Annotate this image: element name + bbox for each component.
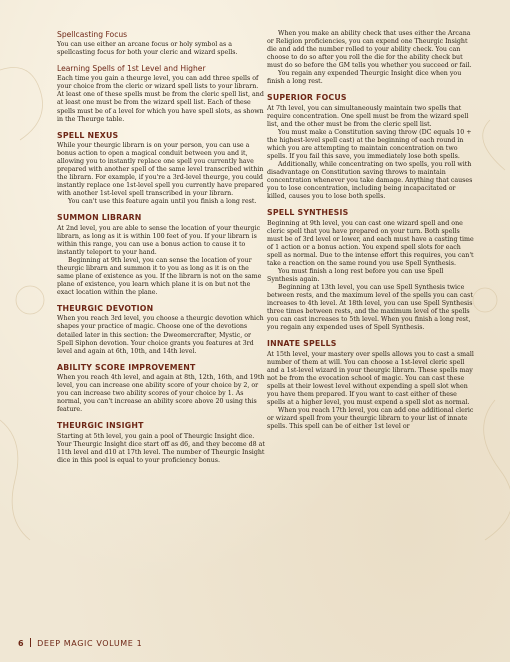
theurgic-insight-text-2: When you make an ability check that uses either the Arcana or Religion proficiencies, you can expend one Theurgic Insight die and add the number rolled to your ability check. You can choose to do so after you roll the die for the ability check but must do so before the GM tells you whether you succeed or fail. xyxy=(267,30,472,70)
page-number: 6 xyxy=(18,639,25,648)
heading-theurgic-insight: THEURGIC INSIGHT xyxy=(57,421,144,431)
book-title: DEEP MAGIC VOLUME 1 xyxy=(37,639,143,648)
summon-librarn-text-2: Beginning at 9th level, you can sense the location of your theurgic librarn and summon it to you as long as it is on the same plane of existence as you. If the librarn is not on the same plane of existence, you learn which plane it is on but not the exact location within the plane. xyxy=(57,256,262,297)
heading-summon-librarn: SUMMON LIBRARN xyxy=(57,213,142,223)
heading-spell-synthesis: SPELL SYNTHESIS xyxy=(267,208,349,218)
spell-nexus-text-1: While your theurgic librarn is on your person, you can use a bonus action to open a magical conduit between you and it, allowing you to instantly replace one spell you currently have prepared with another spell of the same level transcribed within the librarn. For example, if you're a 3rd-level theurge, you could instantly replace one 1st-level spell you currently have prepared with another 1st-level spell transcribed in your librarn. xyxy=(57,141,264,198)
spellcasting-focus-text: You can use either an arcane focus or holy symbol as a spellcasting focus for both your cleric and wizard spells. xyxy=(57,41,238,57)
heading-learning-spells: Learning Spells of 1st Level and Higher xyxy=(57,64,206,74)
spell-synthesis-text-2: You must finish a long rest before you can use Spell Synthesis again. xyxy=(267,267,444,283)
page-footer xyxy=(18,638,142,648)
heading-spell-nexus: SPELL NEXUS xyxy=(57,130,119,140)
left-column xyxy=(57,30,265,465)
superior-focus-text-3: Additionally, while concentrating on two spells, you roll with disadvantage on Constitution saving throws to maintain concentration whenever you take damage. Anything that causes you to lose concentration, including being incapacitated or killed, causes you to lose both spells. xyxy=(267,161,473,201)
theurgic-devotion-text: When you reach 3rd level, you choose a theurgic devotion which shapes your practice of magic. Choose one of the devotions detailed later in this section: the Dweomercrafter, Mystic, or Spell Siphon devotion. Your choice grants you features at 3rd level and again at 6th, 10th, and 14th level. xyxy=(57,315,264,355)
heading-spellcasting-focus: Spellcasting Focus xyxy=(57,30,128,39)
innate-spells-text-1: At 15th level, your mastery over spells allows you to cast a small number of them at will. You can choose a 1st-level cleric spell and a 1st-level wizard in your theurgic librarn. These spells may not be from the evocation school of magic. You can cast these spells at their lowest level without expending a spell slot when you have them prepared. If you want to cast either of these spells at a higher level, you must expend a spell slot as normal. xyxy=(267,350,474,406)
ability-score-text: When you reach 4th level, and again at 8th, 12th, 16th, and 19th level, you can increase one ability score of your choice by 2, or you can increase two ability scores of your choice by 1. As normal, you can't increase an ability score above 20 using this feature. xyxy=(57,374,265,414)
heading-superior-focus: SUPERIOR FOCUS xyxy=(267,93,347,103)
theurgic-insight-text-3: You regain any expended Theurgic Insight dice when you finish a long rest. xyxy=(267,70,462,86)
summon-librarn-text-1: At 2nd level, you are able to sense the location of your theurgic librarn, as long as it is within 100 feet of you. If your librarn is within this range, you can use a bonus action to cause it to instantly teleport to your hand. xyxy=(57,224,261,256)
spell-nexus-text-2: You can't use this feature again until you finish a long rest. xyxy=(68,198,257,206)
heading-innate-spells: INNATE SPELLS xyxy=(267,339,337,349)
heading-ability-score-improvement: ABILITY SCORE IMPROVEMENT xyxy=(57,362,196,372)
heading-theurgic-devotion: THEURGIC DEVOTION xyxy=(57,304,154,314)
spell-synthesis-text-3: Beginning at 13th level, you can use Spell Synthesis twice between rests, and the maximum level of the spells you can cast increases to 4th level. At 18th level, you can use Spell Synthesis three times between rests, and the maximum level of the spells you can cast increases to 5th level. When you finish a long rest, you regain any expended uses of Spell Synthesis. xyxy=(267,283,473,332)
learning-spells-text: Each time you gain a theurge level, you can add three spells of your choice from the cleric or wizard spell lists to your librarn. At least one of these spells must be from the cleric spell list, and at least one must be from the wizard spell list. Each of these spells must be of a level for which you have spell slots, as shown in the Theurge table. xyxy=(57,75,264,123)
right-column xyxy=(267,30,475,431)
superior-focus-text-2: You must make a Constitution saving throw (DC equals 10 + the highest-level spell cast) at the beginning of each round in which you are attempting to maintain concentration on two spells. If you fail this save, you immediately lose both spells. xyxy=(267,128,472,160)
superior-focus-text-1: At 7th level, you can simultaneously maintain two spells that require concentration. One spell must be from the wizard spell list, and the other must be from the cleric spell list. xyxy=(267,104,469,128)
footer-divider xyxy=(30,638,31,647)
innate-spells-text-2: When you reach 17th level, you can add one additional cleric or wizard spell from your theurgic librarn to your list of innate spells. This spell can be of either 1st level or xyxy=(267,406,474,430)
theurgic-insight-text: Starting at 5th level, you gain a pool of Theurgic Insight dice. Your Theurgic Insight dice start off as d6, and they become d8 at 11th level and d10 at 17th level. The number of Theurgic Insight dice in this pool is equal to your proficiency bonus. xyxy=(57,432,265,464)
spell-synthesis-text-1: Beginning at 9th level, you can cast one wizard spell and one cleric spell that you have prepared on your turn. Both spells must be of 3rd level or lower, and each must have a casting time of 1 action or a bonus action. You expend spell slots for each spell as normal. Due to the intense effort this requires, you can't take a reaction on the same round you use Spell Synthesis. xyxy=(267,219,474,267)
